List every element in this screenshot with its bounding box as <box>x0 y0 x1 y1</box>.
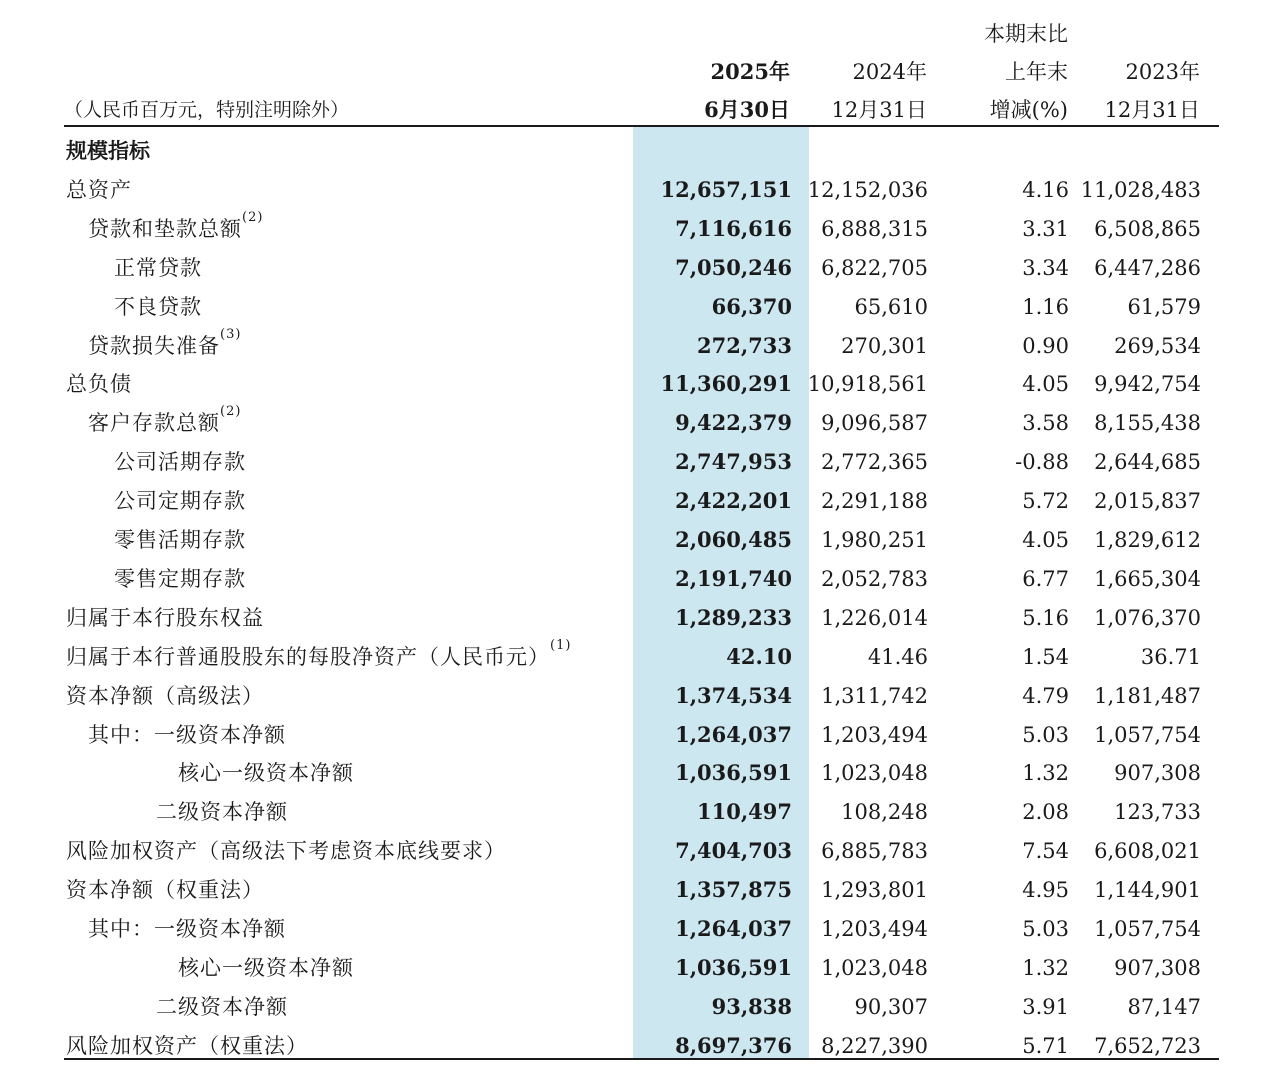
header-rule <box>64 125 1219 127</box>
table-row <box>0 404 1288 442</box>
value-cell-col4: 9,942,754 <box>1094 372 1201 397</box>
value-cell-col1: 7,050,246 <box>675 254 792 280</box>
row-label-text: 总负债 <box>66 372 132 397</box>
value-cell-col4: 1,076,370 <box>1094 605 1201 630</box>
value-cell-col3: 6.77 <box>1022 566 1069 591</box>
header-change-line1: 本期末比 <box>984 22 1068 46</box>
value-cell-col3: 4.05 <box>1022 372 1069 397</box>
row-label <box>156 988 288 1026</box>
value-cell-col4: 87,147 <box>1127 994 1201 1019</box>
value-cell-col2: 1,203,494 <box>821 917 928 941</box>
value-cell-col4: 269,534 <box>1114 333 1201 358</box>
value-cell-col3: 3.34 <box>1022 255 1069 280</box>
value-cell-col1: 66,370 <box>711 293 792 319</box>
row-label-text: 资本净额（权重法） <box>66 878 264 903</box>
table-row <box>0 716 1288 754</box>
value-cell-col3: 4.05 <box>1022 528 1069 552</box>
value-cell-col3: 1.16 <box>1022 294 1069 319</box>
row-label <box>88 910 286 948</box>
value-cell-col4: 123,733 <box>1114 800 1201 825</box>
value-cell-col3: 4.95 <box>1022 878 1069 903</box>
row-label-text: 客户存款总额 <box>88 411 220 436</box>
row-label <box>88 404 241 442</box>
value-cell-col1: 7,404,703 <box>675 838 792 864</box>
value-cell-col1: 12,657,151 <box>660 176 792 202</box>
header-prev-year: 2024年 <box>852 60 927 84</box>
row-label-text: 核心一级资本净额 <box>178 761 354 786</box>
value-cell-col2: 1,226,014 <box>821 605 928 630</box>
row-label <box>66 871 264 909</box>
section-header-row <box>0 132 1288 170</box>
row-label-text: 核心一级资本净额 <box>178 955 354 980</box>
value-cell-col3: 1.54 <box>1022 644 1069 669</box>
row-label-text: 零售活期存款 <box>114 528 246 552</box>
value-cell-col1: 11,360,291 <box>660 371 792 397</box>
table-row <box>0 910 1288 948</box>
row-label-text: 公司定期存款 <box>114 489 246 514</box>
footnote-marker: (2) <box>220 404 242 420</box>
row-label-text: 归属于本行股东权益 <box>66 605 264 630</box>
value-cell-col3: 1.32 <box>1022 761 1069 786</box>
header-current-year: 2025年 <box>710 59 790 84</box>
row-label <box>66 365 132 403</box>
value-cell-col2: 6,888,315 <box>821 216 928 241</box>
value-cell-col2: 41.46 <box>867 644 928 669</box>
row-label <box>114 249 202 287</box>
row-label <box>66 677 264 715</box>
row-label-text: 风险加权资产（权重法） <box>66 1033 308 1058</box>
row-label <box>88 210 263 248</box>
value-cell-col4: 907,308 <box>1114 761 1201 786</box>
value-cell-col1: 42.10 <box>726 643 792 669</box>
value-cell-col2: 1,203,494 <box>821 722 928 747</box>
value-cell-col2: 2,772,365 <box>821 450 928 475</box>
value-cell-col4: 6,447,286 <box>1094 255 1201 280</box>
footnote-marker: (2) <box>242 209 264 225</box>
row-label-text: 规模指标 <box>66 138 150 163</box>
row-label-text: 贷款和垫款总额 <box>88 216 242 241</box>
value-cell-col3: 7.54 <box>1022 839 1069 864</box>
value-cell-col3: 5.71 <box>1022 1033 1069 1058</box>
header-2023-date: 12月31日 <box>1104 98 1200 122</box>
header-change-line3: 增减(%) <box>989 98 1068 122</box>
value-cell-col4: 2,644,685 <box>1094 450 1201 475</box>
value-cell-col1: 2,747,953 <box>675 449 792 475</box>
row-label-text: 风险加权资产（高级法下考虑资本底线要求） <box>66 839 506 864</box>
table-row <box>0 365 1288 403</box>
value-cell-col3: 5.03 <box>1022 917 1069 941</box>
value-cell-col1: 1,036,591 <box>675 954 792 980</box>
value-cell-col2: 9,096,587 <box>821 411 928 436</box>
value-cell-col4: 7,652,723 <box>1094 1033 1201 1058</box>
value-cell-col3: 3.31 <box>1022 216 1069 241</box>
value-cell-col2: 1,293,801 <box>821 878 928 903</box>
row-label <box>114 560 246 598</box>
row-label <box>66 171 132 209</box>
value-cell-col1: 7,116,616 <box>675 215 792 241</box>
row-label <box>66 638 571 676</box>
value-cell-col1: 9,422,379 <box>675 410 792 436</box>
value-cell-col2: 1,023,048 <box>821 761 928 786</box>
value-cell-col1: 2,060,485 <box>675 527 792 552</box>
table-row <box>0 949 1288 987</box>
value-cell-col3: 2.08 <box>1022 800 1069 825</box>
value-cell-col4: 1,665,304 <box>1094 566 1201 591</box>
value-cell-col3: 5.16 <box>1022 605 1069 630</box>
value-cell-col3: 5.72 <box>1022 489 1069 514</box>
value-cell-col2: 108,248 <box>841 800 928 825</box>
value-cell-col2: 12,152,036 <box>807 177 928 202</box>
row-label-text: 二级资本净额 <box>156 800 288 825</box>
value-cell-col4: 907,308 <box>1114 955 1201 980</box>
row-label-text: 正常贷款 <box>114 255 202 280</box>
row-label <box>88 716 286 754</box>
table-row <box>0 677 1288 715</box>
value-cell-col2: 2,291,188 <box>821 489 928 514</box>
table-row <box>0 171 1288 209</box>
table-row <box>0 560 1288 598</box>
value-cell-col1: 1,036,591 <box>675 760 792 786</box>
value-cell-col4: 61,579 <box>1127 294 1201 319</box>
value-cell-col3: 1.32 <box>1022 955 1069 980</box>
table-row <box>0 754 1288 792</box>
row-label-text: 零售定期存款 <box>114 566 246 591</box>
table-row <box>0 521 1288 559</box>
row-label <box>66 132 150 170</box>
table-row <box>0 871 1288 909</box>
value-cell-col1: 8,697,376 <box>675 1032 792 1058</box>
value-cell-col3: 3.58 <box>1022 411 1069 436</box>
header-prev-date: 12月31日 <box>831 98 927 122</box>
value-cell-col1: 2,191,740 <box>675 565 792 591</box>
value-cell-col2: 2,052,783 <box>821 566 928 591</box>
value-cell-col2: 270,301 <box>841 333 928 358</box>
value-cell-col1: 110,497 <box>697 799 792 825</box>
value-cell-col4: 11,028,483 <box>1080 177 1201 202</box>
row-label-text: 总资产 <box>66 177 132 202</box>
header-current-date: 6月30日 <box>704 97 790 122</box>
bottom-rule <box>64 1058 1219 1060</box>
row-label <box>114 521 246 559</box>
row-label <box>114 482 246 520</box>
value-cell-col1: 1,264,037 <box>675 916 792 941</box>
table-row <box>0 288 1288 326</box>
value-cell-col2: 1,311,742 <box>821 683 928 708</box>
value-cell-col4: 1,181,487 <box>1094 683 1201 708</box>
row-label-text: 贷款损失准备 <box>88 333 220 358</box>
value-cell-col2: 1,023,048 <box>821 955 928 980</box>
row-label <box>178 949 354 987</box>
row-label <box>114 443 246 481</box>
row-label-text: 不良贷款 <box>114 294 202 319</box>
value-cell-col4: 6,508,865 <box>1094 216 1201 241</box>
table-row <box>0 793 1288 831</box>
row-label <box>66 599 264 637</box>
row-label <box>88 327 241 365</box>
row-label-text: 公司活期存款 <box>114 450 246 475</box>
row-label-text: 其中：一级资本净额 <box>88 722 286 747</box>
table-row <box>0 327 1288 365</box>
row-label-text: 其中：一级资本净额 <box>88 917 286 941</box>
table-row <box>0 210 1288 248</box>
row-label <box>156 793 288 831</box>
value-cell-col1: 1,264,037 <box>675 721 792 747</box>
value-cell-col2: 1,980,251 <box>821 528 928 552</box>
value-cell-col4: 8,155,438 <box>1094 411 1201 436</box>
row-label-text: 二级资本净额 <box>156 994 288 1019</box>
header-2023-year: 2023年 <box>1125 60 1200 84</box>
value-cell-col2: 90,307 <box>854 994 928 1019</box>
value-cell-col1: 1,357,875 <box>675 877 792 903</box>
table-row <box>0 599 1288 637</box>
footnote-marker: (1) <box>550 637 572 653</box>
value-cell-col2: 10,918,561 <box>807 372 928 397</box>
value-cell-col1: 2,422,201 <box>675 488 792 514</box>
value-cell-col1: 93,838 <box>711 993 792 1019</box>
value-cell-col3: 4.79 <box>1022 683 1069 708</box>
value-cell-col1: 1,374,534 <box>675 682 792 708</box>
value-cell-col3: 5.03 <box>1022 722 1069 747</box>
footnote-marker: (3) <box>220 326 242 342</box>
value-cell-col4: 1,057,754 <box>1094 917 1201 941</box>
value-cell-col2: 65,610 <box>854 294 928 319</box>
value-cell-col4: 1,057,754 <box>1094 722 1201 747</box>
value-cell-col4: 1,144,901 <box>1094 878 1201 903</box>
row-label <box>114 288 202 326</box>
value-cell-col3: 3.91 <box>1022 994 1069 1019</box>
row-label-text: 资本净额（高级法） <box>66 683 264 708</box>
row-label <box>178 754 354 792</box>
value-cell-col2: 6,885,783 <box>821 839 928 864</box>
table-row <box>0 249 1288 287</box>
value-cell-col2: 8,227,390 <box>821 1033 928 1058</box>
value-cell-col3: 4.16 <box>1022 177 1069 202</box>
value-cell-col4: 36.71 <box>1140 644 1201 669</box>
header-change-line2: 上年末 <box>1005 60 1068 84</box>
table-row <box>0 443 1288 481</box>
value-cell-col1: 1,289,233 <box>675 604 792 630</box>
table-row <box>0 638 1288 676</box>
table-row <box>0 988 1288 1026</box>
units-note: （人民币百万元，特别注明除外） <box>64 99 350 121</box>
table-row <box>0 482 1288 520</box>
row-label-text: 归属于本行普通股股东的每股净资产（人民币元） <box>66 644 550 669</box>
value-cell-col1: 272,733 <box>697 332 792 358</box>
value-cell-col4: 1,829,612 <box>1094 528 1201 552</box>
table-row <box>0 832 1288 870</box>
value-cell-col3: -0.88 <box>1015 450 1069 475</box>
value-cell-col2: 6,822,705 <box>821 255 928 280</box>
row-label <box>66 832 506 870</box>
value-cell-col4: 6,608,021 <box>1094 839 1201 864</box>
value-cell-col4: 2,015,837 <box>1094 489 1201 514</box>
value-cell-col3: 0.90 <box>1022 333 1069 358</box>
